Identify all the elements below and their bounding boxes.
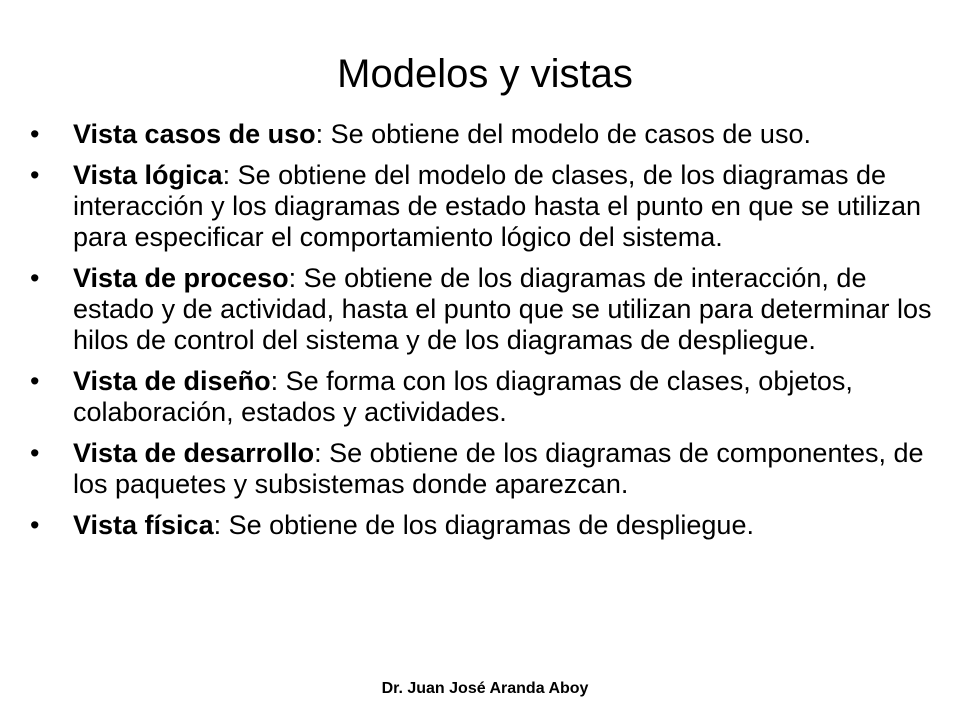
bullet-text: : Se obtiene del modelo de casos de uso.	[315, 119, 811, 149]
bullet-item-vista-de-proceso	[30, 263, 935, 356]
bullet-text: : Se obtiene de los diagramas de componentes, de los paquetes y subsistemas donde aparezcan.	[73, 438, 924, 499]
bullet-text: : Se obtiene del modelo de clases, de los diagramas de interacción y los diagramas de estado hasta el punto en que se utilizan para especificar el comportamiento lógico del sistema.	[73, 160, 922, 252]
bullet-text: : Se obtiene de los diagramas de interacción, de estado y de actividad, hasta el punto que se utilizan para determinar los hilos de control del sistema y de los diagramas de despliegue.	[73, 263, 932, 355]
bullet-dot-icon: •	[30, 366, 40, 396]
bullet-term: Vista casos de uso	[73, 119, 316, 149]
bullet-dot-icon: •	[30, 438, 40, 468]
bullet-list	[30, 119, 935, 551]
bullet-item-vista-de-diseno	[30, 366, 935, 428]
bullet-text: : Se forma con los diagramas de clases, objetos, colaboración, estados y actividades.	[73, 366, 853, 427]
bullet-dot-icon: •	[30, 510, 40, 540]
bullet-dot-icon: •	[30, 263, 40, 293]
bullet-term: Vista física	[73, 510, 214, 540]
bullet-item-vista-logica	[30, 160, 935, 253]
bullet-term: Vista de diseño	[73, 366, 271, 396]
slide-footer-author: Dr. Juan José Aranda Aboy	[381, 680, 589, 697]
bullet-item-vista-de-desarrollo	[30, 438, 935, 500]
bullet-item-vista-casos-de-uso	[30, 119, 935, 150]
bullet-dot-icon: •	[30, 160, 40, 190]
bullet-item-vista-fisica	[30, 510, 935, 541]
bullet-term: Vista de proceso	[73, 263, 289, 293]
bullet-term: Vista de desarrollo	[73, 438, 315, 468]
bullet-term: Vista lógica	[73, 160, 223, 190]
bullet-text: : Se obtiene de los diagramas de despliegue.	[213, 510, 754, 540]
slide-title: Modelos y vistas	[337, 52, 633, 96]
bullet-dot-icon: •	[30, 119, 40, 149]
